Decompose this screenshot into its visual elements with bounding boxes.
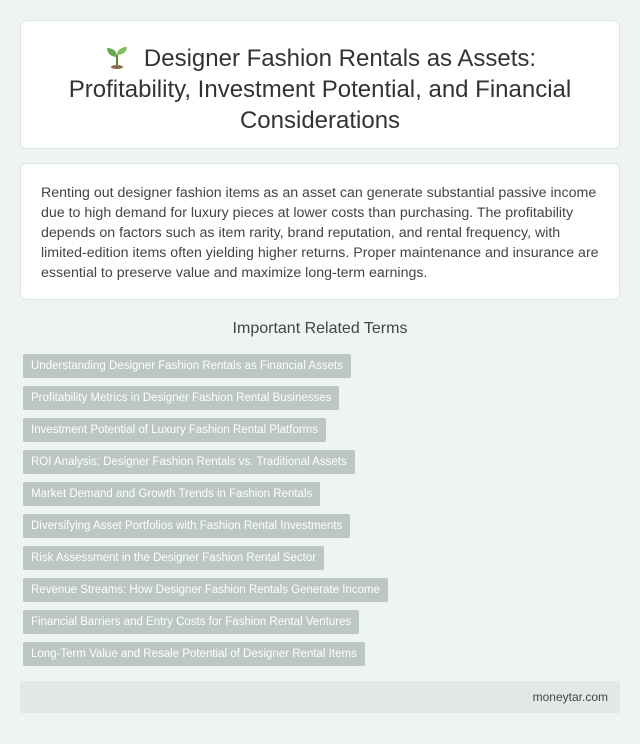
- footer: [20, 681, 620, 713]
- page-title: [51, 43, 589, 136]
- footer-site-link[interactable]: moneytar.com: [532, 690, 608, 704]
- related-terms-list: [23, 354, 388, 674]
- related-term-tag[interactable]: Profitability Metrics in Designer Fashion Rental Businesses: [23, 386, 339, 410]
- summary-card: [20, 163, 620, 300]
- related-term-tag[interactable]: Revenue Streams: How Designer Fashion Rentals Generate Income: [23, 578, 388, 602]
- page-title-text: Designer Fashion Rentals as Assets: Profitability, Investment Potential, and Financial Considerations: [68, 45, 572, 134]
- related-term-tag[interactable]: Investment Potential of Luxury Fashion Rental Platforms: [23, 418, 326, 442]
- related-term-tag[interactable]: Diversifying Asset Portfolios with Fashion Rental Investments: [23, 514, 350, 538]
- related-term-tag[interactable]: ROI Analysis: Designer Fashion Rentals vs. Traditional Assets: [23, 450, 355, 474]
- related-term-tag[interactable]: Long-Term Value and Resale Potential of Designer Rental Items: [23, 642, 365, 666]
- related-term-tag[interactable]: Market Demand and Growth Trends in Fashion Rentals: [23, 482, 320, 506]
- related-term-tag[interactable]: Risk Assessment in the Designer Fashion Rental Sector: [23, 546, 324, 570]
- summary-text: Renting out designer fashion items as an asset can generate substantial passive income due to high demand for luxury pieces at lower costs than purchasing. The profitability depends on factors such as item rarity, brand reputation, and rental frequency, with limited-edition items often yielding higher returns. Proper maintenance and insurance are essential to preserve value and maximize long-term earnings.: [41, 185, 599, 281]
- related-terms-heading: Important Related Terms: [232, 320, 408, 337]
- title-card: [20, 20, 620, 149]
- related-term-tag[interactable]: Understanding Designer Fashion Rentals as Financial Assets: [23, 354, 351, 378]
- related-term-tag[interactable]: Financial Barriers and Entry Costs for Fashion Rental Ventures: [23, 610, 359, 634]
- sprout-icon: [104, 45, 130, 69]
